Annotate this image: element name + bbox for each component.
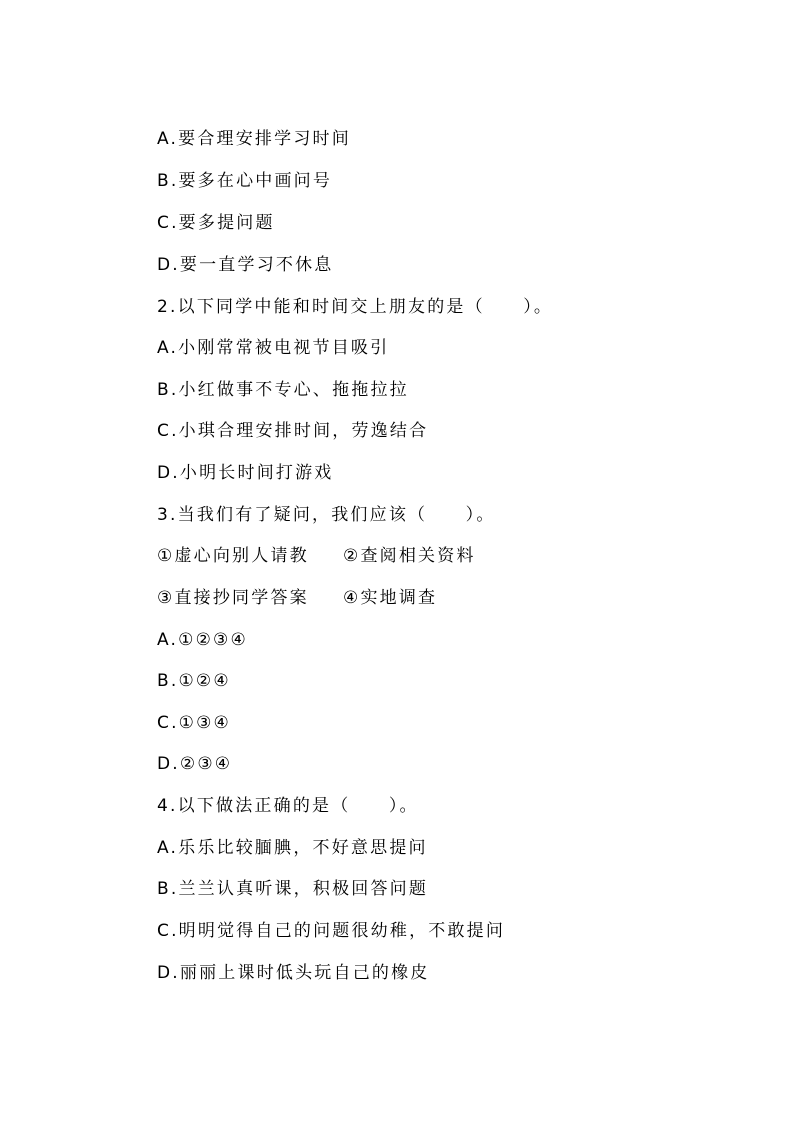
q3-item-3: ③直接抄同学答案 xyxy=(157,588,309,608)
q3-option-c: C.①③④ xyxy=(157,713,231,733)
q1-option-c: C.要多提问题 xyxy=(157,213,275,233)
q3-item-2: ②查阅相关资料 xyxy=(343,546,476,566)
q3-item-4: ④实地调查 xyxy=(343,588,438,608)
q2-option-d: D.小明长时间打游戏 xyxy=(157,463,334,483)
q4-option-b: B.兰兰认真听课，积极回答问题 xyxy=(157,879,429,899)
q4-option-a: A.乐乐比较腼腆，不好意思提问 xyxy=(157,838,428,858)
q3-items-row-2 xyxy=(157,586,437,610)
q4-option-c: C.明明觉得自己的问题很幼稚，不敢提问 xyxy=(157,921,506,941)
q1-option-b: B.要多在心中画问号 xyxy=(157,171,333,191)
q3-item-1: ①虚心向别人请教 xyxy=(157,546,309,566)
q4-option-d: D.丽丽上课时低头玩自己的橡皮 xyxy=(157,963,430,983)
q2-option-b: B.小红做事不专心、拖拖拉拉 xyxy=(157,380,409,400)
q2-option-a: A.小刚常常被电视节目吸引 xyxy=(157,338,390,358)
q1-option-a: A.要合理安排学习时间 xyxy=(157,129,351,149)
q3-option-a: A.①②③④ xyxy=(157,630,248,650)
q3-items-row-1 xyxy=(157,544,476,568)
q2-option-c: C.小琪合理安排时间，劳逸结合 xyxy=(157,421,429,441)
q4-stem: 4.以下做法正确的是（ ）。 xyxy=(157,796,419,816)
q3-option-b: B.①②④ xyxy=(157,671,231,691)
q3-stem: 3.当我们有了疑问，我们应该（ ）。 xyxy=(157,505,496,525)
q1-option-d: D.要一直学习不休息 xyxy=(157,255,334,275)
q3-option-d: D.②③④ xyxy=(157,754,233,774)
q2-stem: 2.以下同学中能和时间交上朋友的是（ ）。 xyxy=(157,297,554,317)
